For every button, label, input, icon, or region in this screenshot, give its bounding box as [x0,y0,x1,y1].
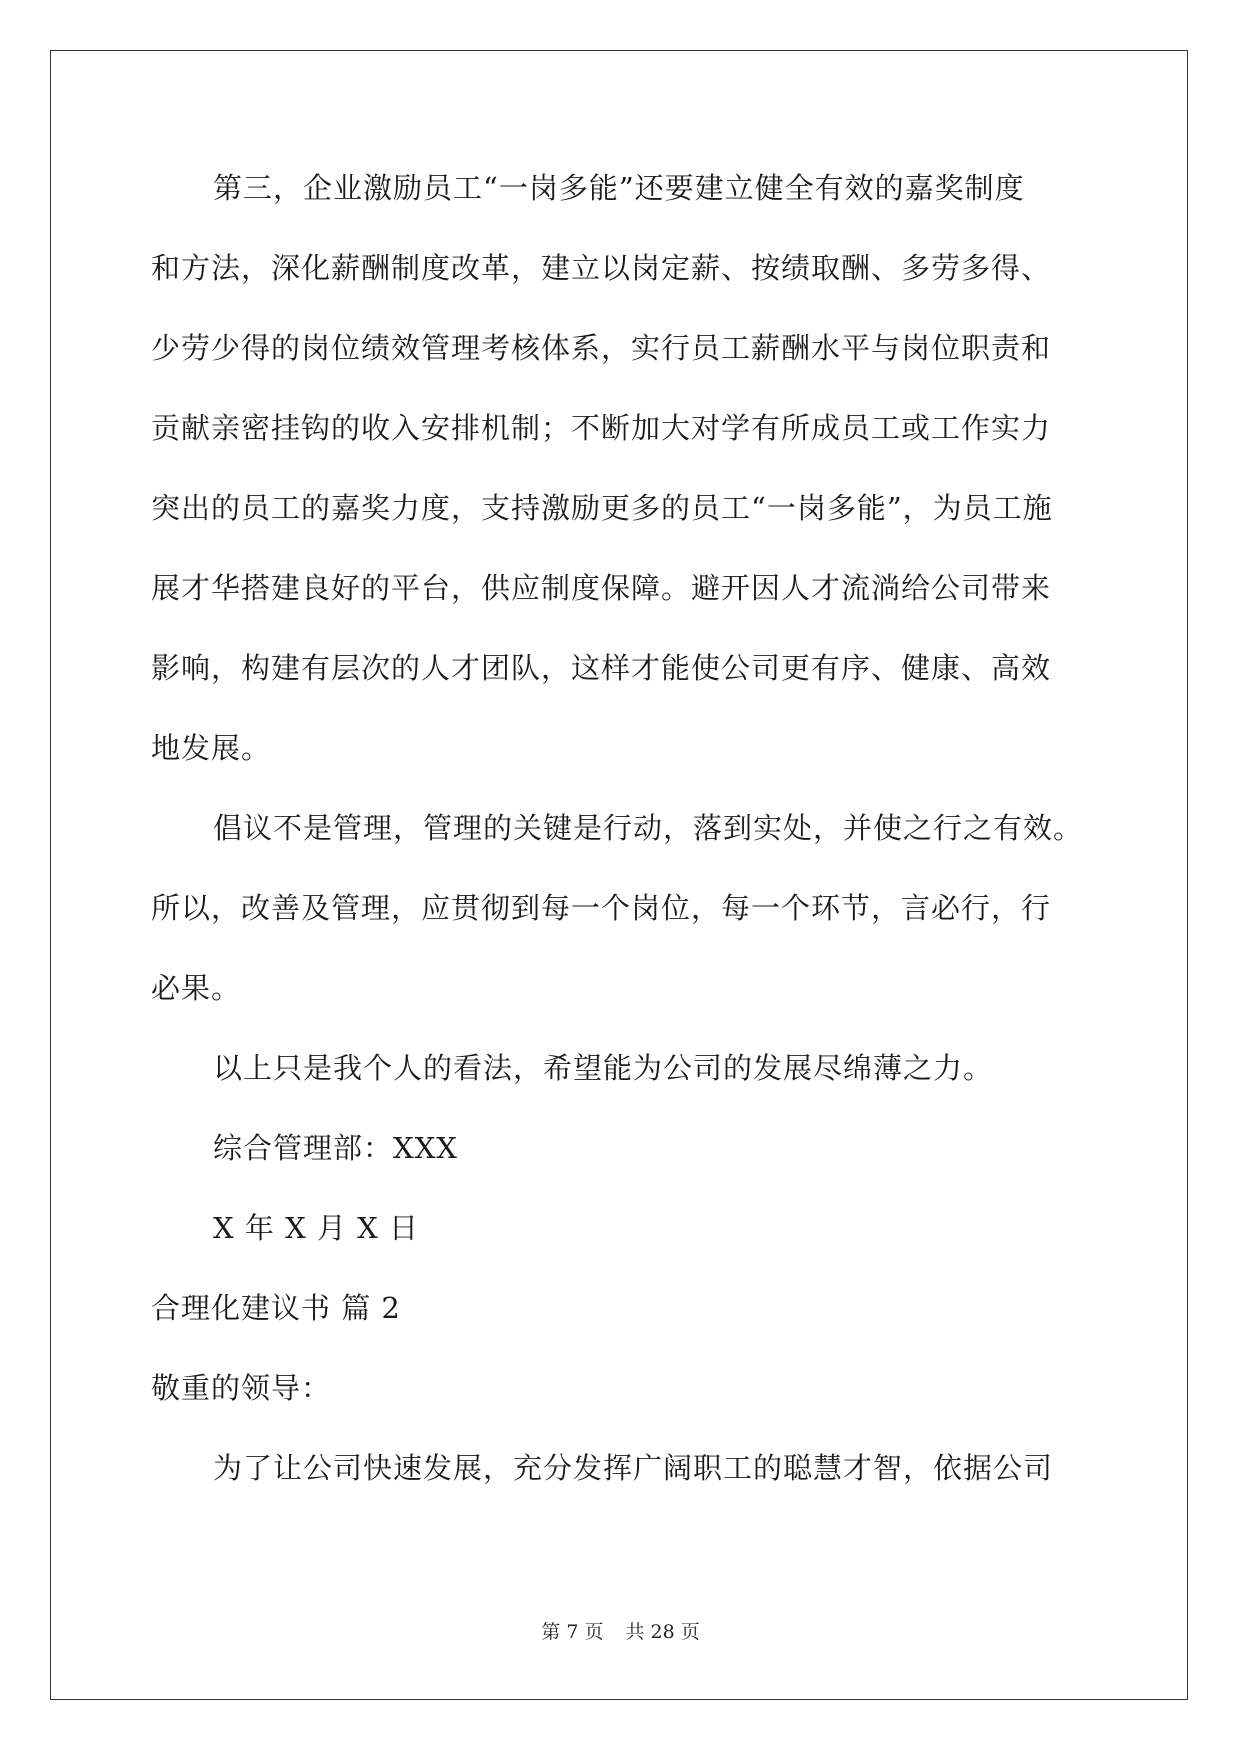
signature-department: 综合管理部：XXX [213,1131,458,1165]
signature-date: X 年 X 月 X 日 [213,1211,420,1245]
section-heading: 合理化建议书 篇 2 [151,1291,401,1325]
paragraph-line: 少劳少得的岗位绩效管理考核体系，实行员工薪酬水平与岗位职责和 [151,331,1052,365]
page-total: 共 28 页 [625,1621,700,1643]
page-number: 第 7 页 [541,1621,604,1643]
paragraph-line: 所以，改善及管理，应贯彻到每一个岗位，每一个环节，言必行，行 [151,891,1052,925]
paragraph-line: 展才华搭建良好的平台，供应制度保障。避开因人才流淌给公司带来 [151,571,1052,605]
paragraph-line: 必果。 [151,971,242,1005]
paragraph-line: 第三，企业激励员工“一岗多能”还要建立健全有效的嘉奖制度 [213,171,1025,205]
paragraph-line: 地发展。 [151,731,272,765]
page-footer [0,1620,1241,1644]
paragraph-line: 和方法，深化薪酬制度改革，建立以岗定薪、按绩取酬、多劳多得、 [151,251,1052,285]
paragraph-line: 影响，构建有层次的人才团队，这样才能使公司更有序、健康、高效 [151,651,1052,685]
paragraph-line: 突出的员工的嘉奖力度，支持激励更多的员工“一岗多能”，为员工施 [151,491,1053,525]
paragraph-line: 为了让公司快速发展，充分发挥广阔职工的聪慧才智，依据公司 [213,1451,1054,1485]
paragraph-line: 以上只是我个人的看法，希望能为公司的发展尽绵薄之力。 [213,1051,994,1085]
paragraph-line: 贡献亲密挂钩的收入安排机制；不断加大对学有所成员工或工作实力 [151,411,1052,445]
salutation: 敬重的领导： [151,1371,332,1405]
paragraph-line: 倡议不是管理，管理的关键是行动，落到实处，并使之行之有效。 [213,811,1084,845]
